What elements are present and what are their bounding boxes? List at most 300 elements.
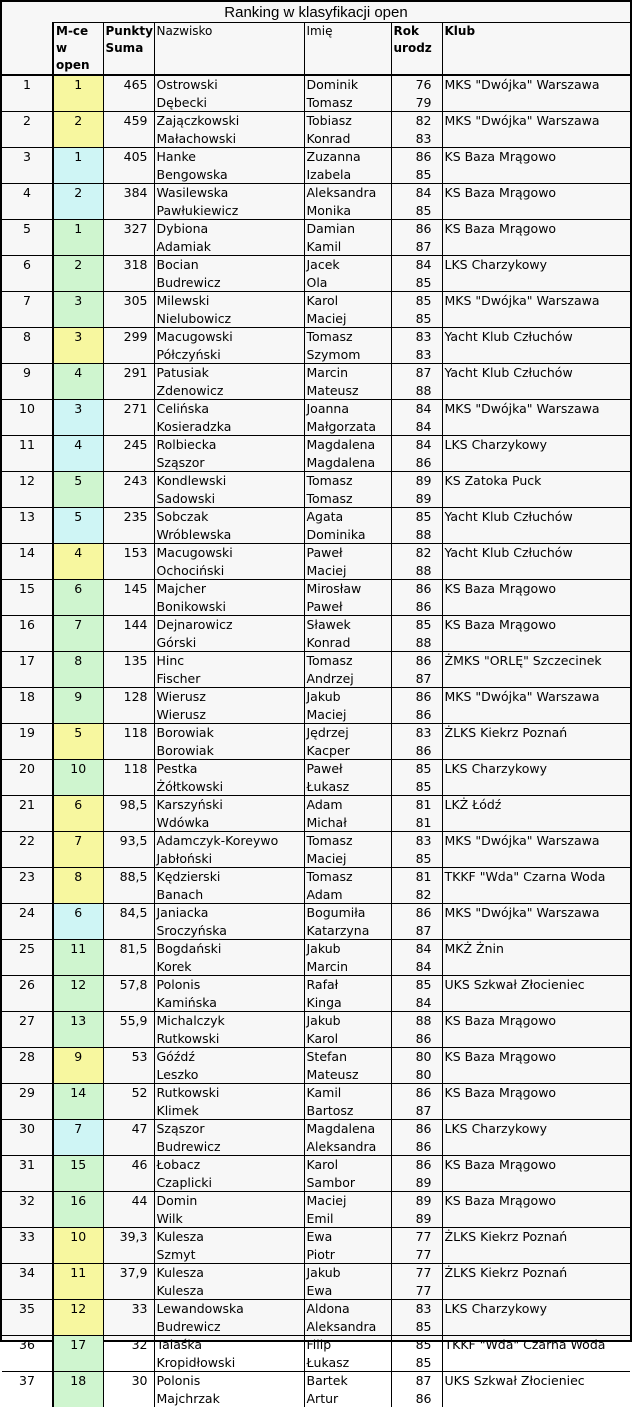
birth-year-1: 85 — [394, 616, 432, 634]
surname-cell — [154, 400, 304, 436]
table-row — [2, 1192, 630, 1228]
surname-cell — [154, 868, 304, 904]
firstname-2: Tomasz — [307, 94, 389, 112]
surname-2: Żółtkowski — [157, 778, 302, 796]
table-row — [2, 1228, 630, 1264]
table-row — [2, 940, 630, 976]
table-row — [2, 184, 630, 220]
firstname-2: Łukasz — [307, 1354, 389, 1372]
firstname-1: Marcin — [307, 364, 389, 382]
birth-year-cell — [391, 1156, 442, 1192]
surname-2: Ochociński — [157, 562, 302, 580]
firstname-1: Stefan — [307, 1048, 389, 1066]
open-place-cell: 3 — [53, 328, 103, 364]
overall-rank: 12 — [2, 472, 53, 508]
overall-rank: 18 — [2, 688, 53, 724]
firstname-1: Jakub — [307, 940, 389, 958]
firstname-2: Tomasz — [307, 490, 389, 508]
firstname-2: Adam — [307, 886, 389, 904]
surname-2: Sroczyńska — [157, 922, 302, 940]
birth-year-cell — [391, 688, 442, 724]
surname-cell — [154, 1228, 304, 1264]
birth-year-2: 77 — [394, 1246, 432, 1264]
points-cell: 318 — [103, 256, 154, 292]
table-row — [2, 292, 630, 328]
surname-cell — [154, 1156, 304, 1192]
club-cell: MKS "Dwójka" Warszawa — [442, 400, 630, 436]
surname-cell — [154, 1012, 304, 1048]
firstname-cell — [304, 796, 391, 832]
birth-year-cell — [391, 112, 442, 148]
club-cell: KS Baza Mrągowo — [442, 220, 630, 256]
birth-year-cell — [391, 1336, 442, 1372]
birth-year-1: 80 — [394, 1048, 432, 1066]
birth-year-cell — [391, 580, 442, 616]
birth-year-1: 85 — [394, 976, 432, 994]
surname-1: Kondlewski — [157, 472, 302, 490]
open-place-cell: 5 — [53, 472, 103, 508]
firstname-2: Andrzej — [307, 670, 389, 688]
birth-year-1: 77 — [394, 1264, 432, 1282]
club-cell: KS Baza Mrągowo — [442, 580, 630, 616]
birth-year-2: 85 — [394, 850, 432, 868]
firstname-1: Karol — [307, 1156, 389, 1174]
open-place-cell: 15 — [53, 1156, 103, 1192]
overall-rank: 35 — [2, 1300, 53, 1336]
table-row — [2, 364, 630, 400]
firstname-2: Karol — [307, 1030, 389, 1048]
firstname-cell — [304, 1156, 391, 1192]
firstname-1: Jacek — [307, 256, 389, 274]
open-place-cell: 3 — [53, 292, 103, 328]
points-cell: 47 — [103, 1120, 154, 1156]
birth-year-cell — [391, 400, 442, 436]
firstname-cell — [304, 472, 391, 508]
birth-year-cell — [391, 364, 442, 400]
birth-year-2: 83 — [394, 130, 432, 148]
table-row — [2, 976, 630, 1012]
surname-1: Borowiak — [157, 724, 302, 742]
open-place-cell: 5 — [53, 724, 103, 760]
open-place-cell: 1 — [53, 220, 103, 256]
birth-year-2: 83 — [394, 346, 432, 364]
table-row — [2, 400, 630, 436]
birth-year-1: 81 — [394, 868, 432, 886]
firstname-cell — [304, 760, 391, 796]
firstname-2: Ola — [307, 274, 389, 292]
birth-year-1: 87 — [394, 364, 432, 382]
overall-rank: 26 — [2, 976, 53, 1012]
club-cell: Yacht Klub Człuchów — [442, 508, 630, 544]
points-cell: 32 — [103, 1336, 154, 1372]
firstname-1: Zuzanna — [307, 148, 389, 166]
table-row — [2, 472, 630, 508]
birth-year-cell — [391, 1264, 442, 1300]
header-open-place: M-ce w open — [53, 23, 103, 76]
club-cell: ŻLKS Kiekrz Poznań — [442, 1228, 630, 1264]
surname-cell — [154, 760, 304, 796]
birth-year-cell — [391, 472, 442, 508]
firstname-2: Piotr — [307, 1246, 389, 1264]
birth-year-1: 86 — [394, 148, 432, 166]
surname-2: Kosieradzka — [157, 418, 302, 436]
club-cell: ŻLKS Kiekrz Poznań — [442, 1264, 630, 1300]
open-place-cell: 8 — [53, 652, 103, 688]
overall-rank: 7 — [2, 292, 53, 328]
overall-rank: 6 — [2, 256, 53, 292]
birth-year-2: 85 — [394, 202, 432, 220]
firstname-1: Karol — [307, 292, 389, 310]
table-row — [2, 508, 630, 544]
surname-cell — [154, 976, 304, 1012]
firstname-1: Paweł — [307, 760, 389, 778]
birth-year-2: 84 — [394, 994, 432, 1012]
header-club: Klub — [442, 23, 630, 76]
surname-cell — [154, 508, 304, 544]
surname-2: Dębecki — [157, 94, 302, 112]
firstname-cell — [304, 1048, 391, 1084]
club-cell: LKS Charzykowy — [442, 256, 630, 292]
birth-year-1: 85 — [394, 1336, 432, 1354]
birth-year-1: 86 — [394, 580, 432, 598]
birth-year-cell — [391, 868, 442, 904]
surname-1: Celińska — [157, 400, 302, 418]
overall-rank: 37 — [2, 1372, 53, 1407]
firstname-cell — [304, 580, 391, 616]
overall-rank: 25 — [2, 940, 53, 976]
birth-year-cell — [391, 1228, 442, 1264]
firstname-1: Filip — [307, 1336, 389, 1354]
firstname-2: Maciej — [307, 850, 389, 868]
surname-cell — [154, 1300, 304, 1336]
birth-year-1: 83 — [394, 724, 432, 742]
open-place-cell: 7 — [53, 616, 103, 652]
surname-cell — [154, 940, 304, 976]
surname-2: Fischer — [157, 670, 302, 688]
birth-year-2: 79 — [394, 94, 432, 112]
firstname-cell — [304, 436, 391, 472]
firstname-2: Paweł — [307, 598, 389, 616]
birth-year-2: 77 — [394, 1282, 432, 1300]
firstname-cell — [304, 1228, 391, 1264]
points-cell: 55,9 — [103, 1012, 154, 1048]
points-cell: 57,8 — [103, 976, 154, 1012]
surname-1: Hanke — [157, 148, 302, 166]
birth-year-2: 87 — [394, 1102, 432, 1120]
overall-rank: 22 — [2, 832, 53, 868]
points-cell: 235 — [103, 508, 154, 544]
birth-year-cell — [391, 940, 442, 976]
surname-cell — [154, 616, 304, 652]
open-place-cell: 8 — [53, 868, 103, 904]
overall-rank: 23 — [2, 868, 53, 904]
open-place-cell: 3 — [53, 400, 103, 436]
surname-2: Czaplicki — [157, 1174, 302, 1192]
surname-cell — [154, 1192, 304, 1228]
birth-year-1: 83 — [394, 328, 432, 346]
firstname-2: Monika — [307, 202, 389, 220]
surname-2: Jabłoński — [157, 850, 302, 868]
open-place-cell: 7 — [53, 832, 103, 868]
surname-1: Adamczyk-Koreywo — [157, 832, 302, 850]
birth-year-cell — [391, 724, 442, 760]
birth-year-2: 87 — [394, 238, 432, 256]
birth-year-2: 82 — [394, 886, 432, 904]
header-rank — [2, 23, 53, 76]
surname-cell — [154, 220, 304, 256]
firstname-cell — [304, 1084, 391, 1120]
surname-2: Borowiak — [157, 742, 302, 760]
ranking-rows — [2, 75, 630, 1407]
surname-2: Wdówka — [157, 814, 302, 832]
points-cell: 118 — [103, 724, 154, 760]
points-cell: 271 — [103, 400, 154, 436]
surname-1: Polonis — [157, 1372, 302, 1390]
firstname-2: Konrad — [307, 130, 389, 148]
surname-2: Wierusz — [157, 706, 302, 724]
club-cell: ŻLKS Kiekrz Poznań — [442, 724, 630, 760]
table-row — [2, 1120, 630, 1156]
club-cell: MKŻ Żnin — [442, 940, 630, 976]
firstname-2: Mateusz — [307, 382, 389, 400]
header-row — [2, 23, 630, 76]
overall-rank: 3 — [2, 148, 53, 184]
birth-year-2: 89 — [394, 1174, 432, 1192]
birth-year-2: 86 — [394, 742, 432, 760]
surname-cell — [154, 436, 304, 472]
points-cell: 30 — [103, 1372, 154, 1407]
surname-2: Kropidłowski — [157, 1354, 302, 1372]
overall-rank: 2 — [2, 112, 53, 148]
birth-year-cell — [391, 1120, 442, 1156]
club-cell: MKS "Dwójka" Warszawa — [442, 75, 630, 112]
birth-year-2: 87 — [394, 922, 432, 940]
surname-1: Wierusz — [157, 688, 302, 706]
surname-1: Macugowski — [157, 544, 302, 562]
table-row — [2, 1264, 630, 1300]
birth-year-1: 89 — [394, 1192, 432, 1210]
open-place-cell: 2 — [53, 256, 103, 292]
open-place-cell: 2 — [53, 112, 103, 148]
surname-1: Bocian — [157, 256, 302, 274]
birth-year-1: 76 — [394, 76, 432, 94]
surname-1: Dybiona — [157, 220, 302, 238]
club-cell: UKS Szkwał Złocieniec — [442, 976, 630, 1012]
surname-cell — [154, 652, 304, 688]
overall-rank: 5 — [2, 220, 53, 256]
overall-rank: 17 — [2, 652, 53, 688]
firstname-1: Agata — [307, 508, 389, 526]
firstname-cell — [304, 652, 391, 688]
firstname-2: Konrad — [307, 634, 389, 652]
table-row — [2, 1048, 630, 1084]
firstname-cell — [304, 400, 391, 436]
birth-year-cell — [391, 148, 442, 184]
firstname-cell — [304, 904, 391, 940]
overall-rank: 28 — [2, 1048, 53, 1084]
surname-cell — [154, 1336, 304, 1372]
club-cell: MKS "Dwójka" Warszawa — [442, 112, 630, 148]
points-cell: 327 — [103, 220, 154, 256]
birth-year-1: 81 — [394, 796, 432, 814]
surname-1: Janiacka — [157, 904, 302, 922]
surname-1: Kędzierski — [157, 868, 302, 886]
firstname-1: Aldona — [307, 1300, 389, 1318]
firstname-1: Tobiasz — [307, 112, 389, 130]
surname-cell — [154, 75, 304, 112]
overall-rank: 11 — [2, 436, 53, 472]
surname-2: Adamiak — [157, 238, 302, 256]
firstname-2: Michał — [307, 814, 389, 832]
surname-2: Bengowska — [157, 166, 302, 184]
points-cell: 144 — [103, 616, 154, 652]
surname-cell — [154, 472, 304, 508]
page-title: Ranking w klasyfikacji open — [2, 2, 630, 22]
overall-rank: 24 — [2, 904, 53, 940]
points-cell: 93,5 — [103, 832, 154, 868]
points-cell: 44 — [103, 1192, 154, 1228]
birth-year-2: 88 — [394, 526, 432, 544]
club-cell: KS Zatoka Puck — [442, 472, 630, 508]
table-row — [2, 75, 630, 112]
birth-year-cell — [391, 976, 442, 1012]
overall-rank: 1 — [2, 75, 53, 112]
birth-year-1: 86 — [394, 904, 432, 922]
club-cell: UKS Szkwał Złocieniec — [442, 1372, 630, 1407]
surname-2: Pawłukiewicz — [157, 202, 302, 220]
firstname-cell — [304, 220, 391, 256]
birth-year-cell — [391, 508, 442, 544]
table-row — [2, 1300, 630, 1336]
overall-rank: 34 — [2, 1264, 53, 1300]
birth-year-2: 88 — [394, 562, 432, 580]
table-row — [2, 220, 630, 256]
firstname-1: Mirosław — [307, 580, 389, 598]
overall-rank: 21 — [2, 796, 53, 832]
table-row — [2, 1372, 630, 1407]
birth-year-2: 86 — [394, 454, 432, 472]
club-cell: KS Baza Mrągowo — [442, 148, 630, 184]
firstname-2: Maciej — [307, 562, 389, 580]
firstname-2: Katarzyna — [307, 922, 389, 940]
points-cell: 84,5 — [103, 904, 154, 940]
club-cell: LKS Charzykowy — [442, 1300, 630, 1336]
overall-rank: 27 — [2, 1012, 53, 1048]
points-cell: 243 — [103, 472, 154, 508]
points-cell: 98,5 — [103, 796, 154, 832]
points-cell: 46 — [103, 1156, 154, 1192]
table-row — [2, 904, 630, 940]
birth-year-1: 89 — [394, 472, 432, 490]
surname-2: Budrewicz — [157, 1318, 302, 1336]
overall-rank: 33 — [2, 1228, 53, 1264]
open-place-cell: 17 — [53, 1336, 103, 1372]
firstname-2: Maciej — [307, 706, 389, 724]
birth-year-1: 84 — [394, 256, 432, 274]
firstname-2: Małgorzata — [307, 418, 389, 436]
open-place-cell: 4 — [53, 544, 103, 580]
table-row — [2, 724, 630, 760]
surname-1: Łobacz — [157, 1156, 302, 1174]
birth-year-2: 85 — [394, 274, 432, 292]
firstname-2: Sambor — [307, 1174, 389, 1192]
firstname-1: Maciej — [307, 1192, 389, 1210]
birth-year-2: 85 — [394, 1318, 432, 1336]
birth-year-cell — [391, 256, 442, 292]
firstname-cell — [304, 1336, 391, 1372]
table-row — [2, 760, 630, 796]
surname-2: Majchrzak — [157, 1390, 302, 1407]
birth-year-1: 85 — [394, 760, 432, 778]
firstname-2: Aleksandra — [307, 1318, 389, 1336]
firstname-cell — [304, 544, 391, 580]
firstname-2: Emil — [307, 1210, 389, 1228]
firstname-2: Marcin — [307, 958, 389, 976]
firstname-1: Bartek — [307, 1372, 389, 1390]
club-cell: KS Baza Mrągowo — [442, 184, 630, 220]
firstname-cell — [304, 868, 391, 904]
birth-year-2: 89 — [394, 1210, 432, 1228]
firstname-cell — [304, 75, 391, 112]
firstname-2: Łukasz — [307, 778, 389, 796]
firstname-cell — [304, 1264, 391, 1300]
firstname-cell — [304, 1300, 391, 1336]
firstname-1: Jakub — [307, 1264, 389, 1282]
points-cell: 135 — [103, 652, 154, 688]
birth-year-1: 84 — [394, 436, 432, 454]
surname-cell — [154, 1372, 304, 1407]
surname-cell — [154, 832, 304, 868]
club-cell: LKŻ Łódź — [442, 796, 630, 832]
surname-1: Wasilewska — [157, 184, 302, 202]
club-cell: KS Baza Mrągowo — [442, 1012, 630, 1048]
birth-year-2: 88 — [394, 634, 432, 652]
points-cell: 81,5 — [103, 940, 154, 976]
table-row — [2, 1012, 630, 1048]
birth-year-2: 86 — [394, 706, 432, 724]
club-cell: KS Baza Mrągowo — [442, 1156, 630, 1192]
firstname-cell — [304, 112, 391, 148]
firstname-cell — [304, 508, 391, 544]
club-cell: MKS "Dwójka" Warszawa — [442, 904, 630, 940]
table-row — [2, 868, 630, 904]
firstname-cell — [304, 1372, 391, 1407]
surname-1: Rutkowski — [157, 1084, 302, 1102]
surname-1: Milewski — [157, 292, 302, 310]
surname-cell — [154, 328, 304, 364]
club-cell: MKS "Dwójka" Warszawa — [442, 832, 630, 868]
birth-year-cell — [391, 1084, 442, 1120]
points-cell: 118 — [103, 760, 154, 796]
club-cell: LKS Charzykowy — [442, 1120, 630, 1156]
surname-cell — [154, 1120, 304, 1156]
points-cell: 37,9 — [103, 1264, 154, 1300]
open-place-cell: 12 — [53, 976, 103, 1012]
birth-year-cell — [391, 1048, 442, 1084]
birth-year-2: 84 — [394, 418, 432, 436]
table-row — [2, 328, 630, 364]
open-place-cell: 11 — [53, 1264, 103, 1300]
firstname-1: Aleksandra — [307, 184, 389, 202]
birth-year-cell — [391, 436, 442, 472]
surname-1: Macugowski — [157, 328, 302, 346]
open-place-cell: 14 — [53, 1084, 103, 1120]
birth-year-2: 89 — [394, 490, 432, 508]
birth-year-1: 84 — [394, 400, 432, 418]
birth-year-cell — [391, 544, 442, 580]
firstname-cell — [304, 976, 391, 1012]
surname-2: Kamińska — [157, 994, 302, 1012]
